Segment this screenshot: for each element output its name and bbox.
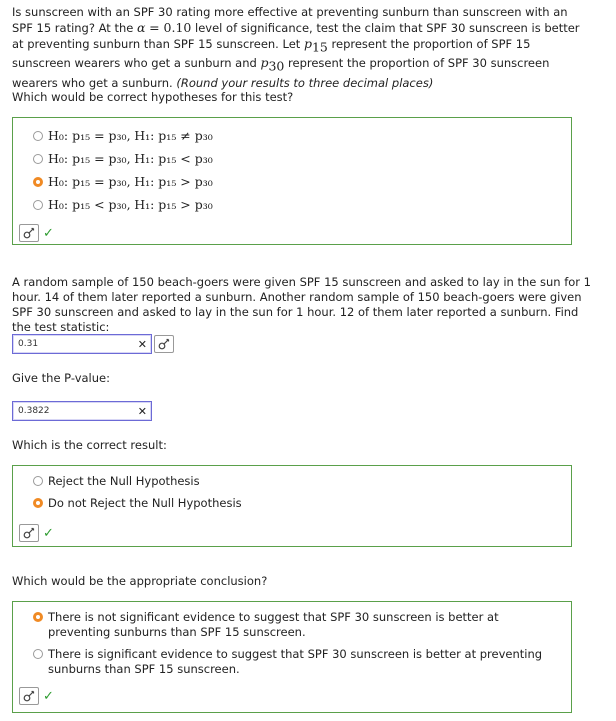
conclusion-option-significant[interactable]: There is significant evidence to suggest that SPF 30 sunscreen is better at preventing sunburns than SPF 15 sunscreen. bbox=[33, 647, 563, 677]
hypotheses-question: Which would be correct hypotheses for this test? bbox=[12, 90, 294, 104]
conclusion-option-not-significant[interactable]: There is not significant evidence to suggest that SPF 30 sunscreen is better at preventing sunburns than SPF 15 sunscreen. bbox=[33, 610, 563, 640]
radio-button-selected[interactable] bbox=[33, 612, 43, 622]
radio-button[interactable] bbox=[33, 154, 43, 164]
statistic-question: A random sample of 150 beach-goers were given SPF 15 sunscreen and asked to lay in the sun for 1 hour. 14 of them later reported a sunburn. Another random sample of 150 beach-goers were given SPF 30 sunscreen and asked to lay in the sun for 1 hour. 12 of them later reported a sunburn. Find the test statistic: bbox=[12, 275, 592, 334]
key-icon bbox=[23, 690, 35, 702]
hypothesis-option-1[interactable]: H₀: p₁₅ = p₃₀, H₁: p₁₅ ≠ p₃₀ bbox=[33, 124, 213, 147]
radio-button[interactable] bbox=[33, 200, 43, 210]
key-button[interactable] bbox=[19, 687, 39, 705]
check-icon: ✓ bbox=[43, 688, 54, 704]
conclusion-question: Which would be the appropriate conclusion? bbox=[12, 574, 268, 588]
pvalue-question: Give the P-value: bbox=[12, 371, 110, 385]
key-button[interactable] bbox=[154, 335, 174, 353]
hypothesis-option-3[interactable]: H₀: p₁₅ = p₃₀, H₁: p₁₅ > p₃₀ bbox=[33, 170, 213, 193]
check-icon: ✓ bbox=[43, 225, 54, 241]
p-value-input[interactable]: 0.3822 ✕ bbox=[12, 401, 152, 421]
key-button[interactable] bbox=[19, 224, 39, 242]
cross-icon: ✕ bbox=[137, 405, 147, 418]
key-icon bbox=[23, 527, 35, 539]
radio-button[interactable] bbox=[33, 649, 43, 659]
key-button[interactable] bbox=[19, 524, 39, 542]
key-icon bbox=[23, 227, 35, 239]
hypothesis-option-4[interactable]: H₀: p₁₅ < p₃₀, H₁: p₁₅ > p₃₀ bbox=[33, 193, 213, 216]
alpha-symbol: α bbox=[136, 20, 146, 35]
radio-button[interactable] bbox=[33, 476, 43, 486]
result-footer bbox=[19, 524, 54, 542]
hypotheses-footer bbox=[19, 224, 54, 242]
problem-intro: Is sunscreen with an SPF 30 rating more effective at preventing sunburn than sunscreen with an SPF 15 rating? At the α = 0.10 level of significance, test the claim that SPF 30 sunscreen is better at preventing sunburn than SPF 15 sunscreen. Let $p_{15}$ represent the proportion of SPF 15 sunscreen wearers who get a sunburn and $p_{30}$ represent the proportion of SPF 30 sunscreen wearers who get a sunburn. (Round your results to three decimal places) bbox=[12, 5, 580, 90]
radio-button-selected[interactable] bbox=[33, 177, 43, 187]
radio-button[interactable] bbox=[33, 131, 43, 141]
result-question: Which is the correct result: bbox=[12, 438, 167, 452]
test-statistic-input[interactable]: 0.31 ✕ bbox=[12, 334, 152, 354]
conclusion-answer-box bbox=[12, 601, 572, 713]
radio-button-selected[interactable] bbox=[33, 498, 43, 508]
result-option-reject[interactable]: Reject the Null Hypothesis bbox=[33, 470, 242, 492]
cross-icon: ✕ bbox=[137, 338, 147, 351]
result-answer-box bbox=[12, 465, 572, 547]
key-icon bbox=[158, 338, 170, 350]
conclusion-footer bbox=[19, 687, 54, 705]
round-note: (Round your results to three decimal places) bbox=[176, 75, 434, 90]
result-option-do-not-reject[interactable]: Do not Reject the Null Hypothesis bbox=[33, 492, 242, 514]
hypotheses-answer-box bbox=[12, 117, 572, 245]
hypothesis-option-2[interactable]: H₀: p₁₅ = p₃₀, H₁: p₁₅ < p₃₀ bbox=[33, 147, 213, 170]
check-icon: ✓ bbox=[43, 525, 54, 541]
hypotheses-options bbox=[33, 124, 213, 216]
